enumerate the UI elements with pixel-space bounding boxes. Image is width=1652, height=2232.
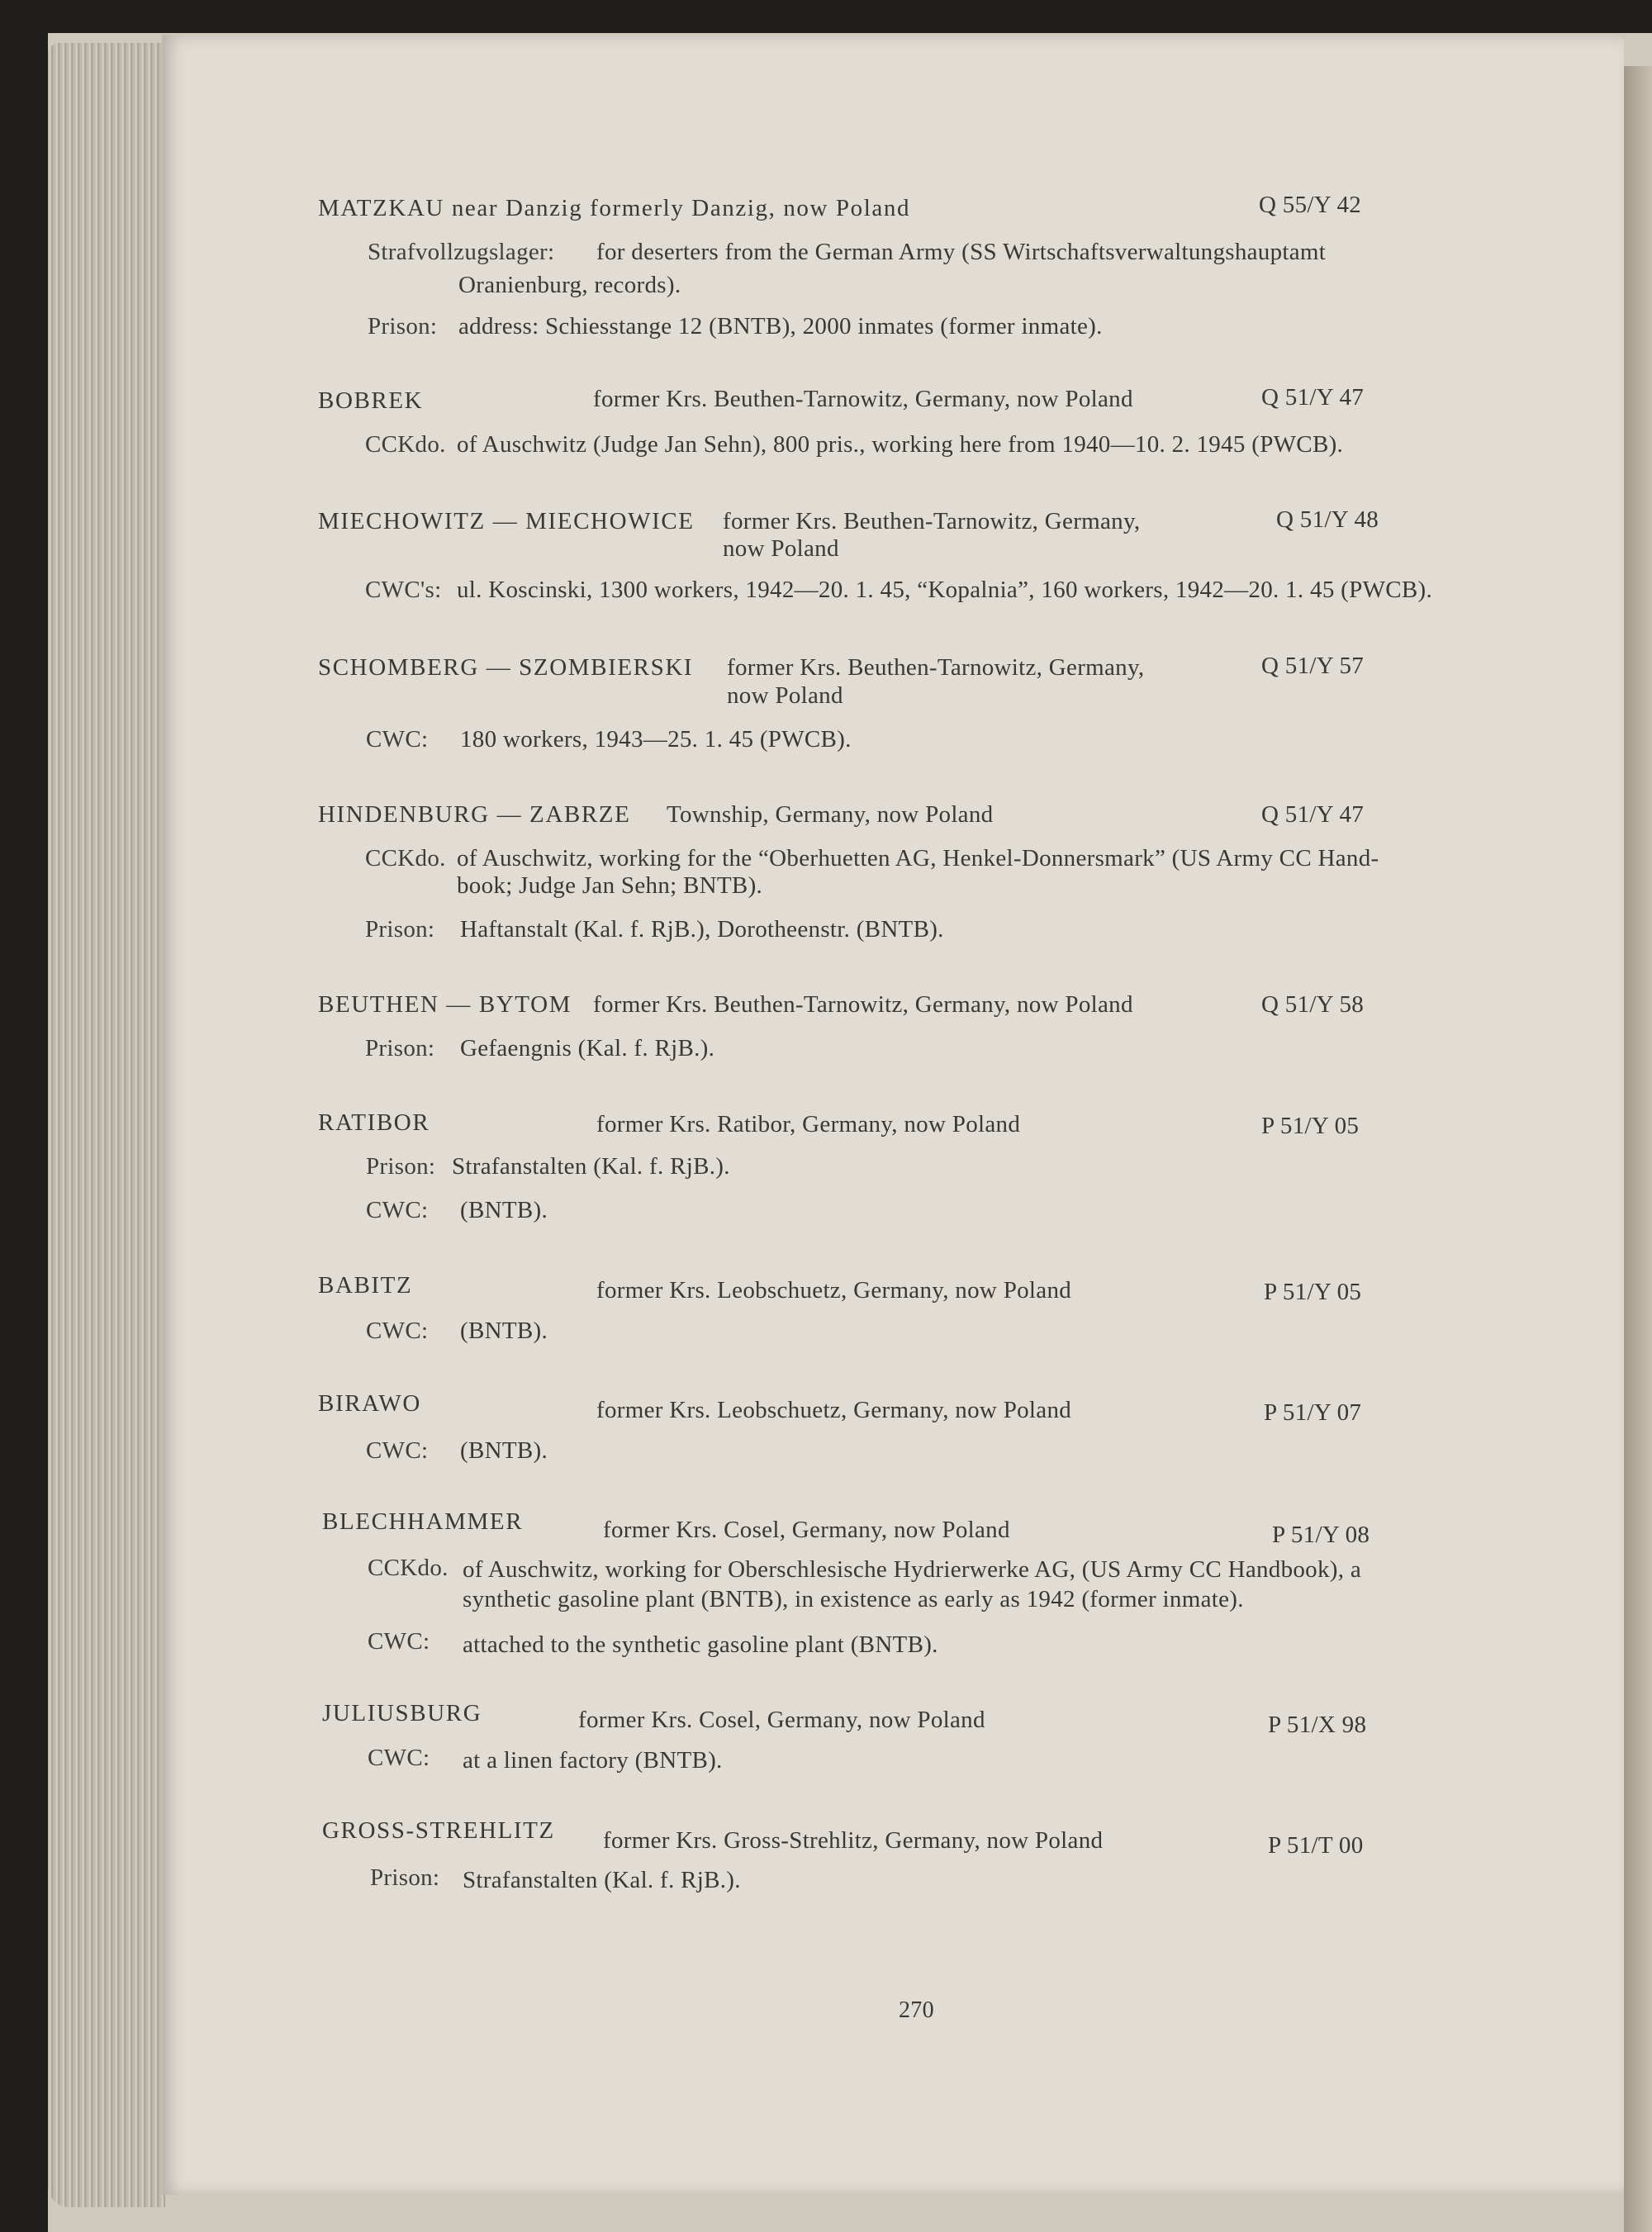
detail-text: (BNTB). (460, 1437, 548, 1464)
detail-text: book; Judge Jan Sehn; BNTB). (457, 872, 763, 899)
entry-grid: Q 51/Y 47 (1261, 801, 1365, 828)
detail-label: Prison: (368, 313, 438, 340)
entry-location: former Krs. Leobschuetz, Germany, now Poland (596, 1277, 1072, 1304)
detail-text: at a linen factory (BNTB). (463, 1747, 723, 1774)
detail-text: Strafanstalten (Kal. f. RjB.). (463, 1867, 741, 1893)
entry-location: former Krs. Beuthen-Tarnowitz, Germany, now Poland (593, 386, 1133, 412)
detail-text: Oranienburg, records). (458, 272, 681, 298)
entry-grid: Q 51/Y 58 (1261, 991, 1365, 1018)
detail-label: CCKdo. (365, 845, 446, 871)
detail-label: CCKdo. (365, 431, 446, 458)
detail-label: Prison: (366, 1153, 436, 1180)
entry-grid: P 51/Y 07 (1264, 1399, 1362, 1426)
detail-text: (BNTB). (460, 1197, 548, 1223)
detail-text: address: Schiesstange 12 (BNTB), 2000 inmates (former inmate). (458, 313, 1103, 340)
detail-text: of Auschwitz, working for Oberschlesische Hydrierwerke AG, (US Army CC Handbook), a (463, 1556, 1362, 1583)
detail-label: Prison: (370, 1864, 440, 1891)
detail-text: Strafanstalten (Kal. f. RjB.). (452, 1153, 730, 1180)
detail-text: (BNTB). (460, 1318, 548, 1344)
entry-location: now Poland (727, 682, 843, 709)
entry-grid: Q 55/Y 42 (1259, 192, 1362, 218)
detail-text: Haftanstalt (Kal. f. RjB.), Dorotheenstr. (BNTB). (460, 916, 944, 943)
detail-label: CWC: (366, 1318, 429, 1344)
detail-label: Strafvollzugslager: (368, 239, 555, 265)
entry-name: BIRAWO (318, 1390, 421, 1417)
detail-text: Gefaengnis (Kal. f. RjB.). (460, 1035, 715, 1061)
page-stack-edges (48, 43, 165, 2207)
entry-grid: Q 51/Y 47 (1261, 384, 1365, 411)
detail-text: 180 workers, 1943—25. 1. 45 (PWCB). (460, 726, 852, 753)
entry-grid: P 51/T 00 (1268, 1832, 1364, 1859)
detail-text: ul. Koscinski, 1300 workers, 1942—20. 1. 45, “Kopalnia”, 160 workers, 1942—20. 1. 45 (PWCB). (457, 577, 1433, 603)
entry-location: former Krs. Gross-Strehlitz, Germany, now Poland (603, 1827, 1104, 1854)
detail-label: CWC: (366, 1197, 429, 1223)
entry-name: BEUTHEN — BYTOM (318, 991, 572, 1018)
entry-name: RATIBOR (318, 1109, 430, 1136)
entry-location: former Krs. Ratibor, Germany, now Poland (596, 1111, 1021, 1137)
entry-location: former Krs. Beuthen-Tarnowitz, Germany, (727, 654, 1145, 681)
detail-label: CCKdo. (368, 1555, 449, 1581)
detail-label: Prison: (365, 916, 435, 943)
entry-name: GROSS-STREHLITZ (322, 1817, 555, 1844)
entry-location: former Krs. Cosel, Germany, now Poland (603, 1517, 1010, 1543)
entry-name: JULIUSBURG (322, 1700, 482, 1726)
detail-text: of Auschwitz, working for the “Oberhuetten AG, Henkel-Donnersmark” (US Army CC Hand- (457, 845, 1379, 871)
entry-grid: P 51/Y 05 (1264, 1279, 1362, 1305)
detail-label: CWC: (368, 1745, 430, 1771)
entry-grid: Q 51/Y 57 (1261, 653, 1365, 679)
detail-label: CWC: (366, 726, 429, 753)
entry-location: former Krs. Cosel, Germany, now Poland (578, 1707, 985, 1733)
detail-label: CWC: (368, 1628, 430, 1655)
detail-label: Prison: (365, 1035, 435, 1061)
entry-location: former Krs. Beuthen-Tarnowitz, Germany, (723, 508, 1141, 534)
page-number: 270 (899, 1997, 934, 2023)
detail-text: of Auschwitz (Judge Jan Sehn), 800 pris., working here from 1940—10. 2. 1945 (PWCB). (457, 431, 1344, 458)
facing-page-edge (1624, 66, 1652, 2232)
entry-location: former Krs. Leobschuetz, Germany, now Poland (596, 1397, 1072, 1423)
entry-location: Township, Germany, now Poland (667, 801, 994, 828)
detail-text: for deserters from the German Army (SS Wirtschaftsverwaltungshauptamt (596, 239, 1327, 265)
entry-name: BOBREK (318, 387, 424, 414)
entry-grid: P 51/Y 08 (1272, 1522, 1370, 1548)
entry-name: MIECHOWITZ — MIECHOWICE (318, 508, 695, 534)
entry-location: now Poland (723, 535, 839, 562)
detail-label: CWC's: (365, 577, 442, 603)
entry-location: former Krs. Beuthen-Tarnowitz, Germany, now Poland (593, 991, 1133, 1018)
entry-name: MATZKAU near Danzig formerly Danzig, now Poland (318, 195, 911, 221)
entry-name: HINDENBURG — ZABRZE (318, 801, 631, 828)
entry-grid: P 51/X 98 (1268, 1712, 1367, 1738)
entry-name: SCHOMBERG — SZOMBIERSKI (318, 654, 694, 681)
entry-grid: Q 51/Y 48 (1276, 506, 1379, 533)
entry-name: BLECHHAMMER (322, 1508, 524, 1535)
detail-text: attached to the synthetic gasoline plant (BNTB). (463, 1631, 938, 1658)
entry-name: BABITZ (318, 1272, 413, 1299)
entry-grid: P 51/Y 05 (1261, 1113, 1360, 1139)
detail-text: synthetic gasoline plant (BNTB), in existence as early as 1942 (former inmate). (463, 1586, 1244, 1612)
detail-label: CWC: (366, 1437, 429, 1464)
